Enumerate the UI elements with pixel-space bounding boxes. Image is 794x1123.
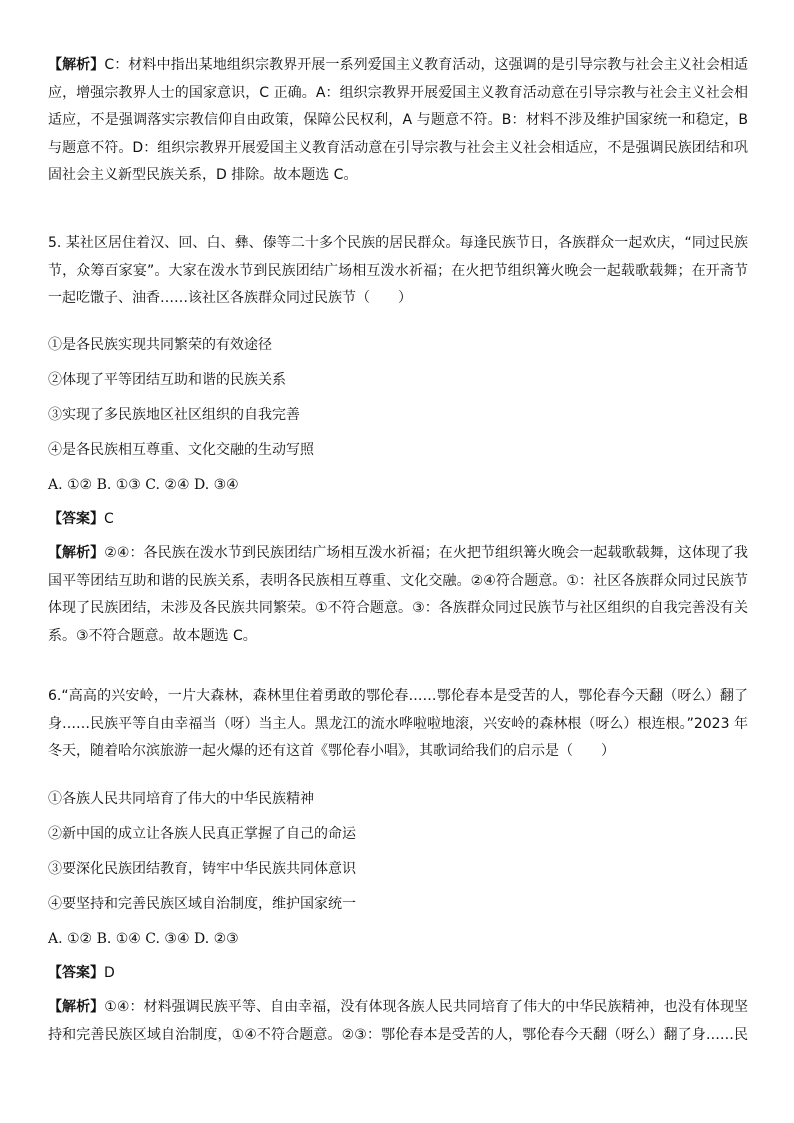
q6-analysis-line: 【解析】①④：材料强调民族平等、自由幸福，没有体现各族人民共同培育了伟大的中华民族精神，也没有体现坚 bbox=[48, 999, 749, 1015]
q6-answer-value: D bbox=[104, 965, 115, 981]
q5-option-2: ②体现了平等团结互助和谐的民族关系 bbox=[48, 372, 286, 388]
q6-answer bbox=[48, 960, 748, 988]
analysis-tag: 【解析】 bbox=[48, 545, 105, 561]
q6-stem-line: 冬天，随着哈尔滨旅游一起火爆的还有这首《鄂伦春小唱》，其歌词给我们的启示是（ ） bbox=[48, 743, 615, 759]
q4-analysis-line: 【解析】C：材料中指出某地组织宗教界开展一系列爱国主义教育活动，这强调的是引导宗教与社会主义社会相适 bbox=[48, 57, 749, 73]
q5-choices: A. ①② B. ①③ C. ②④ D. ③④ bbox=[48, 477, 239, 493]
q6-analysis-line: 持和完善民族区域自治制度，①④不符合题意。②③：鄂伦春本是受苦的人，鄂伦春今天翻（呀么）翻了身……民 bbox=[48, 1026, 748, 1043]
q6-analysis bbox=[48, 994, 748, 1049]
q6-stem-line: 身……民族平等自由幸福当（呀）当主人。黑龙江的流水哗啦啦地滚，兴安岭的森林根（呀么）根连根。”2023 年 bbox=[48, 715, 748, 732]
q4-analysis-line: 应，增强宗教界人士的国家意识，C 正确。A：组织宗教界开展爱国主义教育活动意在引导宗教与社会主义社会相 bbox=[48, 84, 748, 101]
q6-stem bbox=[48, 683, 748, 766]
q5-option-3: ③实现了多民族地区社区组织的自我完善 bbox=[48, 407, 300, 423]
q6-option-3: ③要深化民族团结教育，铸牢中华民族共同体意识 bbox=[48, 861, 356, 877]
q5-stem-line: 5. 某社区居住着汉、回、白、彝、傣等二十多个民族的居民群众。每逢民族节日，各族群众一起欢庆，“同过民族 bbox=[48, 235, 748, 251]
q5-analysis-line: 国平等团结互助和谐的民族关系，表明各民族相互尊重、文化交融。②④符合题意。①：社区各族群众同过民族节 bbox=[48, 572, 748, 589]
q6-choices: A. ①② B. ①④ C. ③④ D. ②③ bbox=[48, 931, 239, 947]
q5-analysis bbox=[48, 540, 748, 650]
q4-analysis-line: 与题意不符。D：组织宗教界开展爱国主义教育活动意在引导宗教与社会主义社会相适应，不是强调民族团结和巩 bbox=[48, 139, 748, 156]
analysis-tag: 【解析】 bbox=[48, 999, 105, 1015]
q5-stem bbox=[48, 230, 748, 313]
answer-tag: 【答案】 bbox=[48, 965, 104, 981]
q6-stem-line: 6.“高高的兴安岭，一片大森林，森林里住着勇敢的鄂伦春……鄂伦春本是受苦的人，鄂伦春今天翻（呀么）翻了 bbox=[48, 688, 748, 704]
answer-tag: 【答案】 bbox=[48, 511, 104, 527]
q5-stem-line: 一起吃馓子、油香……该社区各族群众同过民族节（ ） bbox=[48, 290, 412, 306]
q6-option-4: ④要坚持和完善民族区域自治制度，维护国家统一 bbox=[48, 896, 356, 912]
q4-analysis-line: 适应，不是强调落实宗教信仰自由政策，保障公民权利，A 与题意不符。B：材料不涉及维护国家统一和稳定，B bbox=[48, 112, 748, 128]
q5-answer bbox=[48, 506, 748, 534]
q5-answer-value: C bbox=[104, 511, 114, 527]
analysis-tag: 【解析】 bbox=[48, 57, 105, 73]
q5-option-1: ①是各民族实现共同繁荣的有效途径 bbox=[48, 337, 272, 353]
q5-analysis-line: 体现了民族团结，未涉及各民族共同繁荣。①不符合题意。③：各族群众同过民族节与社区组织的自我完善没有关 bbox=[48, 600, 748, 616]
q4-analysis bbox=[48, 52, 748, 190]
q5-option-4: ④是各民族相互尊重、文化交融的生动写照 bbox=[48, 442, 314, 458]
q5-analysis-line: 系。③不符合题意。故本题选 C。 bbox=[48, 627, 257, 644]
q4-analysis-line: 固社会主义新型民族关系，D 排除。故本题选 C。 bbox=[48, 167, 358, 183]
q5-analysis-line: 【解析】②④：各民族在泼水节到民族团结广场相互泼水祈福；在火把节组织篝火晚会一起载歌载舞，这体现了我 bbox=[48, 545, 749, 561]
q6-option-1: ①各族人民共同培育了伟大的中华民族精神 bbox=[48, 791, 314, 807]
q6-option-2: ②新中国的成立让各族人民真正掌握了自己的命运 bbox=[48, 826, 356, 842]
q5-stem-line: 节，众筹百家宴”。大家在泼水节到民族团结广场相互泼水祈福；在火把节组织篝火晚会一起载歌载舞；在开斋节 bbox=[48, 262, 748, 279]
